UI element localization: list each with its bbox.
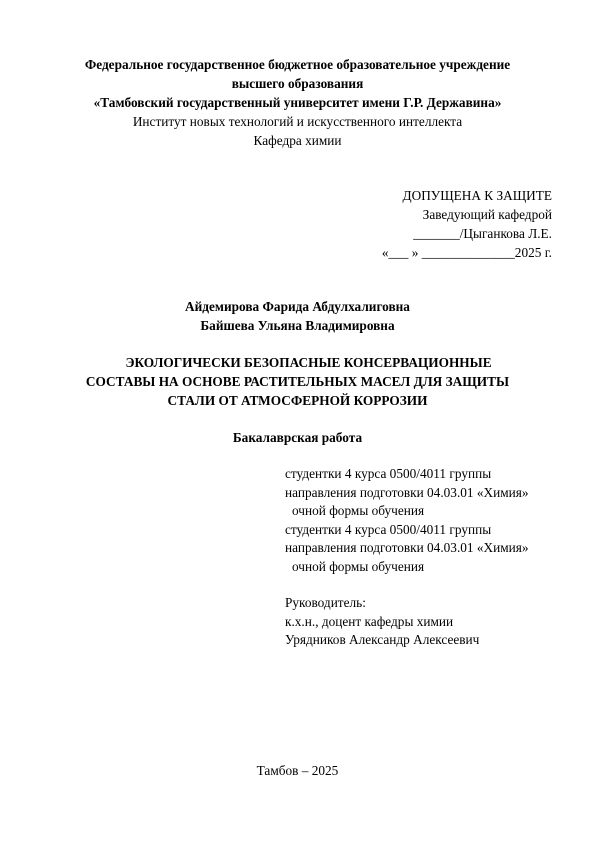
- approval-title: ДОПУЩЕНА К ЗАЩИТЕ: [402, 188, 552, 203]
- supervisor-label: Руководитель:: [285, 595, 366, 610]
- student-info-line: студентки 4 курса 0500/4011 группы: [285, 521, 492, 537]
- thesis-title-line-2: СОСТАВЫ НА ОСНОВЕ РАСТИТЕЛЬНЫХ МАСЕЛ ДЛЯ ЗАЩИТЫ: [85, 374, 510, 389]
- student-info-line: направления подготовки 04.03.01 «Химия»: [285, 484, 529, 500]
- student-info-line: очной формы обучения: [292, 558, 425, 574]
- approval-date: «___ » ______________2025 г.: [381, 245, 552, 260]
- supervisor-block: [285, 594, 479, 650]
- author-2: Байшева Ульяна Владимировна: [200, 318, 395, 333]
- thesis-title-line-3: СТАЛИ ОТ АТМОСФЕРНОЙ КОРРОЗИИ: [167, 393, 428, 408]
- student-info-line: студентки 4 курса 0500/4011 группы: [285, 466, 492, 481]
- approval-signature: _______/Цыганкова Л.Е.: [413, 226, 552, 241]
- work-type: Бакалаврская работа: [232, 430, 363, 445]
- org-line-1: Федеральное государственное бюджетное образовательное учреждение: [84, 57, 511, 72]
- institute-name: Институт новых технологий и искусственного интеллекта: [132, 114, 463, 129]
- approval-position: Заведующий кафедрой: [422, 207, 552, 222]
- university-name: «Тамбовский государственный университет имени Г.Р. Державина»: [93, 95, 502, 110]
- department-name: Кафедра химии: [253, 133, 342, 148]
- student-info-line: направления подготовки 04.03.01 «Химия»: [285, 540, 529, 555]
- city-year: Тамбов – 2025: [256, 763, 339, 778]
- student-info-line: очной формы обучения: [292, 503, 425, 518]
- thesis-title-line-1: ЭКОЛОГИЧЕСКИ БЕЗОПАСНЫЕ КОНСЕРВАЦИОННЫЕ: [125, 355, 492, 370]
- supervisor-position: к.х.н., доцент кафедры химии: [285, 613, 454, 629]
- org-line-2: высшего образования: [231, 76, 364, 91]
- student-info-block: [285, 465, 529, 576]
- author-1: Айдемирова Фарида Абдулхалиговна: [185, 299, 410, 314]
- supervisor-name: Урядников Александр Алексеевич: [285, 632, 480, 647]
